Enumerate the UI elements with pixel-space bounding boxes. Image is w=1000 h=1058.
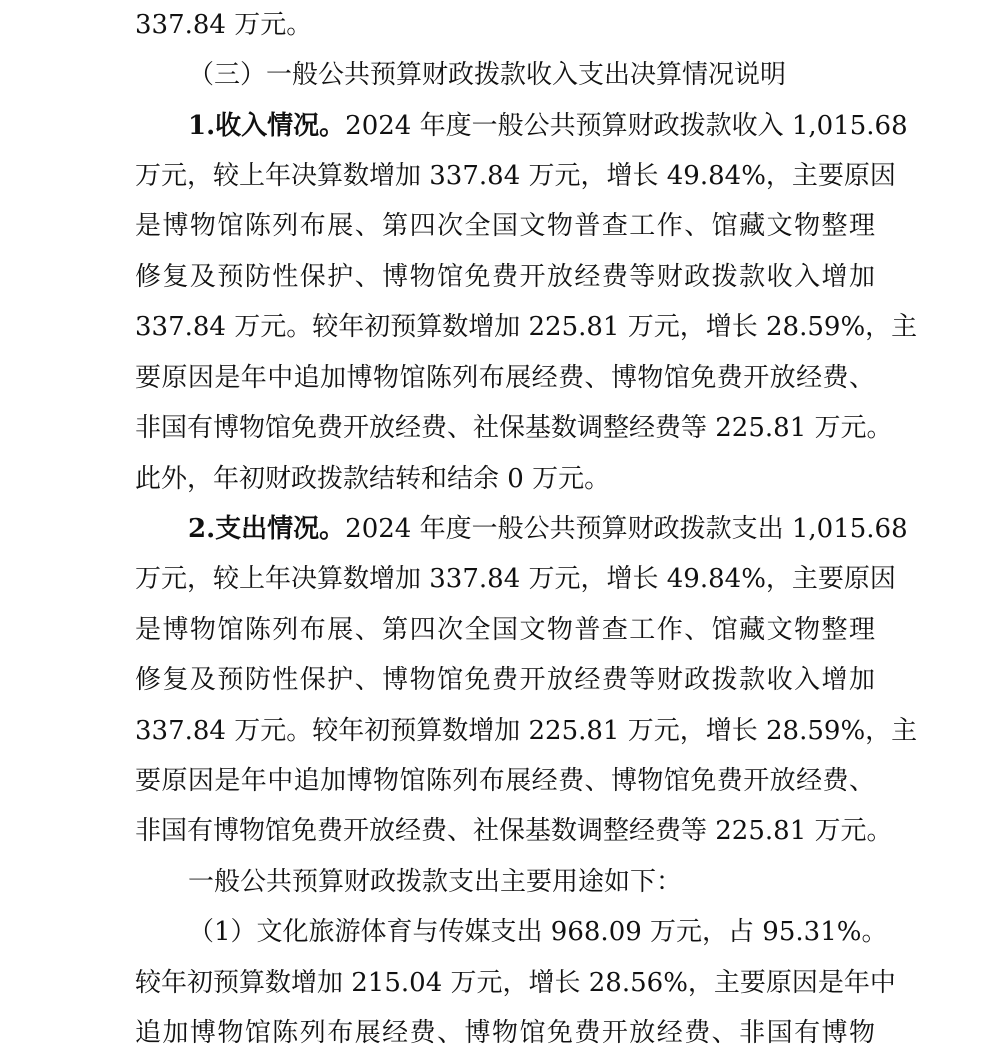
text-line: （1）文化旅游体育与传媒支出 968.09 万元，占 95.31%。 <box>188 917 888 947</box>
text-line: 追加博物馆陈列布展经费、博物馆免费开放经费、非国有博物 <box>135 1018 875 1048</box>
text-line: 此外，年初财政拨款结转和结余 0 万元。 <box>135 464 611 494</box>
text-line: 337.84 万元。较年初预算数增加 225.81 万元，增长 28.59%，主 <box>135 716 918 746</box>
text-line: 万元，较上年决算数增加 337.84 万元，增长 49.84%，主要原因 <box>135 161 896 191</box>
paragraph-text: 2024 年度一般公共预算财政拨款收入 1,015.68 <box>345 111 908 141</box>
paragraph-text: 2024 年度一般公共预算财政拨款支出 1,015.68 <box>345 514 908 544</box>
text-line: 337.84 万元。较年初预算数增加 225.81 万元，增长 28.59%，主 <box>135 312 918 342</box>
paragraph-line <box>188 504 908 554</box>
text-line: 是博物馆陈列布展、第四次全国文物普查工作、馆藏文物整理 <box>135 615 875 645</box>
expense-label: 2.支出情况。 <box>188 514 346 544</box>
text-line: 修复及预防性保护、博物馆免费开放经费等财政拨款收入增加 <box>135 262 875 292</box>
text-line: 非国有博物馆免费开放经费、社保基数调整经费等 225.81 万元。 <box>135 413 893 443</box>
text-line: 337.84 万元。 <box>135 10 313 40</box>
text-line: 万元，较上年决算数增加 337.84 万元，增长 49.84%，主要原因 <box>135 564 896 594</box>
text-line: 非国有博物馆免费开放经费、社保基数调整经费等 225.81 万元。 <box>135 816 893 846</box>
income-label: 1.收入情况。 <box>188 111 346 141</box>
paragraph-line <box>188 101 908 151</box>
text-line: 修复及预防性保护、博物馆免费开放经费等财政拨款收入增加 <box>135 665 875 695</box>
text-line: 要原因是年中追加博物馆陈列布展经费、博物馆免费开放经费、 <box>135 363 875 393</box>
text-line: 是博物馆陈列布展、第四次全国文物普查工作、馆藏文物整理 <box>135 211 875 241</box>
section-heading: （三）一般公共预算财政拨款收入支出决算情况说明 <box>188 60 787 90</box>
text-line: 要原因是年中追加博物馆陈列布展经费、博物馆免费开放经费、 <box>135 766 875 796</box>
text-line: 较年初预算数增加 215.04 万元，增长 28.56%，主要原因是年中 <box>135 968 896 998</box>
text-line: 一般公共预算财政拨款支出主要用途如下： <box>188 867 683 897</box>
